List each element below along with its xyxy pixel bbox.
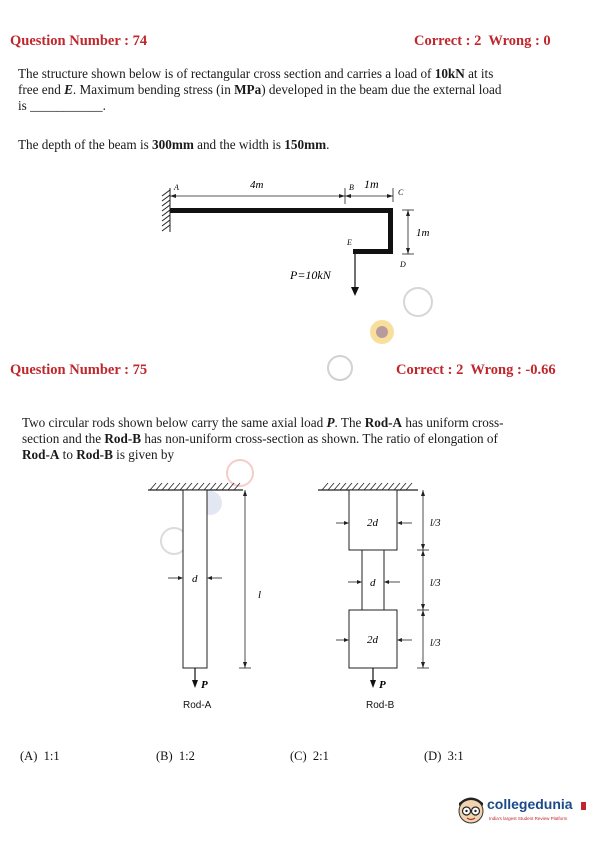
logo-icon-square [581, 802, 586, 810]
rod-a-d-label: d [192, 573, 198, 585]
rod-b-diagram [318, 478, 458, 698]
fixed-support-wall [162, 188, 170, 232]
logo-tagline: India's largest Student Review Platform [489, 816, 568, 821]
rod-a-caption: Rod-A [183, 700, 212, 711]
logo-wordmark: collegedunia [487, 796, 573, 812]
question-75-text: Two circular rods shown below carry the same axial load P. The Rod-A has uniform cross- section and the Rod-B has non-uniform cross-section as shown. The ratio of elongation of Rod-A to Rod-B is given by [22, 415, 504, 462]
beam-horizontal [170, 208, 393, 213]
rod-b-l3-top-label: l/3 [430, 518, 441, 529]
rod-b-d-label: d [370, 577, 376, 589]
rod-b-l3-mid-label: l/3 [430, 578, 441, 589]
option-d[interactable]: (D) 3:1 [424, 749, 464, 763]
label-load: P=10kN [290, 268, 331, 282]
rod-b-2d-top-label: 2d [367, 517, 378, 529]
rod-b-l3-bottom-label: l/3 [430, 638, 441, 649]
rod-a-length-label: l [258, 589, 262, 601]
question-75-heading: Question Number : 75 [10, 362, 148, 378]
question-74-heading: Question Number : 74 [10, 33, 148, 49]
option-c[interactable]: (C) 2:1 [290, 749, 329, 763]
question-74-dimensions: The depth of the beam is 300mm and the width is 150mm. [18, 137, 330, 152]
rod-b-load-label: P [379, 679, 386, 691]
option-a[interactable]: (A) 1:1 [20, 749, 60, 763]
question-75-score: Correct : 2 Wrong : -0.66 [396, 362, 556, 378]
question-74-text: The structure shown below is of rectangular cross section and carries a load of 10kN at its free end E. Maximum bending stress (in MPa) developed in the beam due the external load is ___________. [18, 66, 502, 113]
label-4m: 4m [250, 179, 264, 191]
rod-a-load-label: P [201, 679, 208, 691]
label-D: D [400, 260, 406, 269]
label-A: A [174, 183, 179, 192]
label-1m-side: 1m [416, 227, 430, 239]
label-1m-top: 1m [364, 177, 379, 191]
mascot-icon [456, 794, 486, 826]
label-C: C [398, 188, 404, 197]
label-B: B [349, 183, 354, 192]
option-b[interactable]: (B) 1:2 [156, 749, 195, 763]
label-E: E [347, 238, 352, 247]
beam-vertical [388, 208, 393, 254]
rod-a-diagram [148, 478, 278, 698]
collegedunia-logo [456, 792, 588, 828]
rod-b-caption: Rod-B [366, 700, 395, 711]
question-74-score: Correct : 2 Wrong : 0 [414, 33, 551, 49]
beam-bottom [353, 249, 393, 254]
rod-b-2d-bottom-label: 2d [367, 634, 378, 646]
